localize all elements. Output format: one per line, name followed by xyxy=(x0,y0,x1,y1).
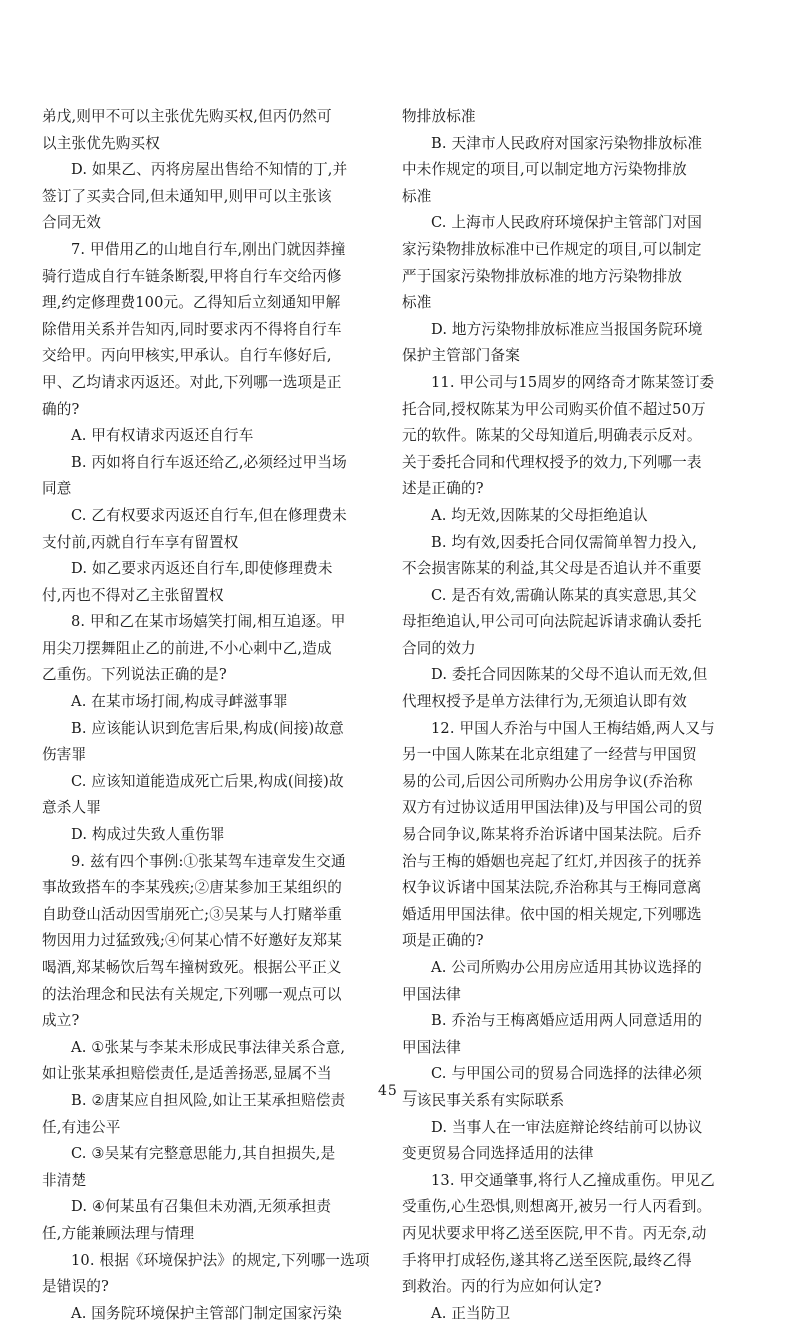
text-line: 元的软件。陈某的父母知道后,明确表示反对。 xyxy=(402,427,702,445)
text-line: 除借用关系并告知丙,同时要求丙不得将自行车 xyxy=(42,320,342,338)
text-line: 物排放标准 xyxy=(402,108,476,125)
text-line: 确的? xyxy=(42,400,80,418)
text-line: 关于委托合同和代理权授予的效力,下列哪一表 xyxy=(402,453,702,471)
text-line: C. 与甲国公司的贸易合同选择的法律必须 xyxy=(431,1065,703,1083)
text-line: 托合同,授权陈某为甲公司购买价值不超过50万 xyxy=(402,400,706,418)
text-line: 非清楚 xyxy=(42,1171,87,1189)
text-line: 母拒绝追认,甲公司可向法院起诉请求确认委托 xyxy=(402,613,702,631)
text-line: A. 甲有权请求丙返还自行车 xyxy=(71,427,254,445)
text-line: 付,丙也不得对乙主张留置权 xyxy=(42,586,224,604)
text-line: 权争议诉诸中国某法院,乔治称其与王梅同意离 xyxy=(402,879,702,897)
text-line: 物因用力过猛致残;④何某心情不好邀好友郑某 xyxy=(42,932,342,950)
text-line: 任,方能兼顾法理与情理 xyxy=(42,1224,195,1242)
text-line: 到救治。丙的行为应如何认定? xyxy=(402,1278,602,1296)
text-line: 签订了买卖合同,但未通知甲,则甲可以主张该 xyxy=(42,187,332,205)
text-line: B. 乔治与王梅离婚应适用两人同意适用的 xyxy=(431,1012,703,1030)
text-line: 严于国家污染物排放标准的地方污染物排放 xyxy=(402,267,683,285)
text-line: 7. 甲借用乙的山地自行车,刚出门就因莽撞 xyxy=(71,240,346,258)
text-line: 代理权授予是单方法律行为,无须追认即有效 xyxy=(402,693,687,711)
text-line: 事故致搭车的李某残疾;②唐某参加王某组织的 xyxy=(42,879,342,897)
text-line: 成立? xyxy=(42,1012,80,1030)
text-line: B. 应该能认识到危害后果,构成(间接)故意 xyxy=(71,719,344,737)
text-line: D. 如果乙、丙将房屋出售给不知情的丁,并 xyxy=(71,161,348,179)
text-line: 9. 兹有四个事例:①张某驾车违章发生交通 xyxy=(71,852,346,870)
text-line: 保护主管部门备案 xyxy=(402,347,520,365)
text-line: 另一中国人陈某在北京组建了一经营与甲国贸 xyxy=(402,746,697,764)
text-line: 伤害罪 xyxy=(42,746,87,764)
text-line: D. ④何某虽有召集但未劝酒,无须承担责 xyxy=(71,1198,332,1216)
text-line: C. 上海市人民政府环境保护主管部门对国 xyxy=(431,214,703,232)
text-line: 易合同争议,陈某将乔治诉诸中国某法院。后乔 xyxy=(402,826,702,844)
text-line: A. ①张某与李某未形成民事法律关系合意, xyxy=(71,1038,346,1056)
text-line: 项是正确的? xyxy=(402,932,484,950)
text-line: 合同的效力 xyxy=(402,639,476,657)
text-line: 中未作规定的项目,可以制定地方污染物排放 xyxy=(402,161,687,179)
text-line: 标准 xyxy=(402,187,432,205)
text-line: A. 在某市场打闹,构成寻衅滋事罪 xyxy=(71,693,288,711)
text-line: 手将甲打成轻伤,遂其将乙送至医院,最终乙得 xyxy=(402,1251,692,1269)
text-line: A. 国务院环境保护主管部门制定国家污染 xyxy=(71,1304,342,1322)
text-line: 同意 xyxy=(42,480,72,498)
text-line: 易的公司,后因公司所购办公用房争议(乔治称 xyxy=(402,772,693,790)
text-line: 11. 甲公司与15周岁的网络奇才陈某签订委 xyxy=(431,373,715,391)
text-line: 双方有过协议适用甲国法律)及与甲国公司的贸 xyxy=(402,799,703,817)
text-line: 理,约定修理费100元。乙得知后立刻通知甲解 xyxy=(42,294,341,312)
text-line: 变更贸易合同选择适用的法律 xyxy=(402,1145,594,1163)
right-column xyxy=(402,104,748,1327)
text-line: 受重伤,心生恐惧,则想离开,被另一行人丙看到。 xyxy=(402,1198,712,1216)
text-line: B. 天津市人民政府对国家污染物排放标准 xyxy=(431,134,703,152)
text-line: 交给甲。丙向甲核实,甲承认。自行车修好后, xyxy=(42,347,332,365)
text-line: 自助登山活动因雪崩死亡;③吴某与人打赌举重 xyxy=(42,905,342,923)
text-line: D. 地方污染物排放标准应当报国务院环境 xyxy=(431,320,703,338)
text-line: 甲国法律 xyxy=(402,985,461,1003)
text-line: 12. 甲国人乔治与中国人王梅结婚,两人又与 xyxy=(431,719,715,737)
text-line: 不会损害陈某的利益,其父母是否追认并不重要 xyxy=(402,560,702,578)
text-line: 喝酒,郑某畅饮后驾车撞树致死。根据公平正义 xyxy=(42,959,342,976)
text-line: C. 是否有效,需确认陈某的真实意思,其父 xyxy=(431,586,697,604)
text-line: 任,有违公平 xyxy=(42,1118,121,1136)
text-line: C. 乙有权要求丙返还自行车,但在修理费未 xyxy=(71,506,347,524)
page-number: 45 — xyxy=(378,1083,419,1099)
text-line: 如让张某承担赔偿责任,是适善扬恶,显属不当 xyxy=(42,1065,332,1083)
text-line: A. 正当防卫 xyxy=(431,1304,511,1322)
text-line: 13. 甲交通肇事,将行人乙撞成重伤。甲见乙 xyxy=(431,1171,715,1189)
left-column xyxy=(42,104,388,1327)
text-line: 合同无效 xyxy=(42,214,101,232)
text-line: 以主张优先购买权 xyxy=(42,134,160,152)
text-line: 是错误的? xyxy=(42,1278,109,1296)
text-line: 的法治理念和民法有关规定,下列哪一观点可以 xyxy=(42,985,342,1003)
text-line: B. 丙如将自行车返还给乙,必须经过甲当场 xyxy=(71,453,347,471)
text-line: D. 如乙要求丙返还自行车,即使修理费未 xyxy=(71,560,333,578)
text-line: C. 应该知道能造成死亡后果,构成(间接)故 xyxy=(71,772,344,790)
text-line: 支付前,丙就自行车享有留置权 xyxy=(42,533,239,551)
text-line: 标准 xyxy=(402,294,432,312)
text-line: 婚适用甲国法律。依中国的相关规定,下列哪选 xyxy=(402,905,702,923)
text-line: 骑行造成自行车链条断裂,甲将自行车交给丙修 xyxy=(42,267,342,285)
text-line: 甲、乙均请求丙返还。对此,下列哪一选项是正 xyxy=(42,373,342,391)
text-line: C. ③吴某有完整意思能力,其自担损失,是 xyxy=(71,1145,336,1163)
text-line: 用尖刀摆舞阻止乙的前进,不小心刺中乙,造成 xyxy=(42,639,332,657)
text-line: 甲国法律 xyxy=(402,1038,461,1056)
text-line: 述是正确的? xyxy=(402,480,484,498)
text-line: A. 公司所购办公用房应适用其协议选择的 xyxy=(431,959,702,976)
text-line: B. 均有效,因委托合同仅需简单智力投入, xyxy=(431,533,697,551)
text-line: 家污染物排放标准中已作规定的项目,可以制定 xyxy=(402,240,702,258)
text-line: 10. 根据《环境保护法》的规定,下列哪一选项 xyxy=(71,1251,370,1269)
text-line: A. 均无效,因陈某的父母拒绝追认 xyxy=(431,506,648,524)
text-line: 弟戊,则甲不可以主张优先购买权,但丙仍然可 xyxy=(42,108,332,125)
text-line: 乙重伤。下列说法正确的是? xyxy=(42,666,227,684)
text-line: D. 委托合同因陈某的父母不追认而无效,但 xyxy=(431,666,708,684)
text-line: 治与王梅的婚姻也亮起了红灯,并因孩子的抚养 xyxy=(402,852,702,870)
text-line: 意杀人罪 xyxy=(42,799,101,817)
text-line: 丙见状要求甲将乙送至医院,甲不肯。丙无奈,动 xyxy=(402,1224,707,1242)
text-line: B. ②唐某应自担风险,如让王某承担赔偿责 xyxy=(71,1091,346,1109)
text-line: 8. 甲和乙在某市场嬉笑打闹,相互追逐。甲 xyxy=(71,613,346,631)
text-line: D. 构成过失致人重伤罪 xyxy=(71,826,225,844)
text-line: 与该民事关系有实际联系 xyxy=(402,1091,565,1109)
text-line: D. 当事人在一审法庭辩论终结前可以协议 xyxy=(431,1118,703,1136)
